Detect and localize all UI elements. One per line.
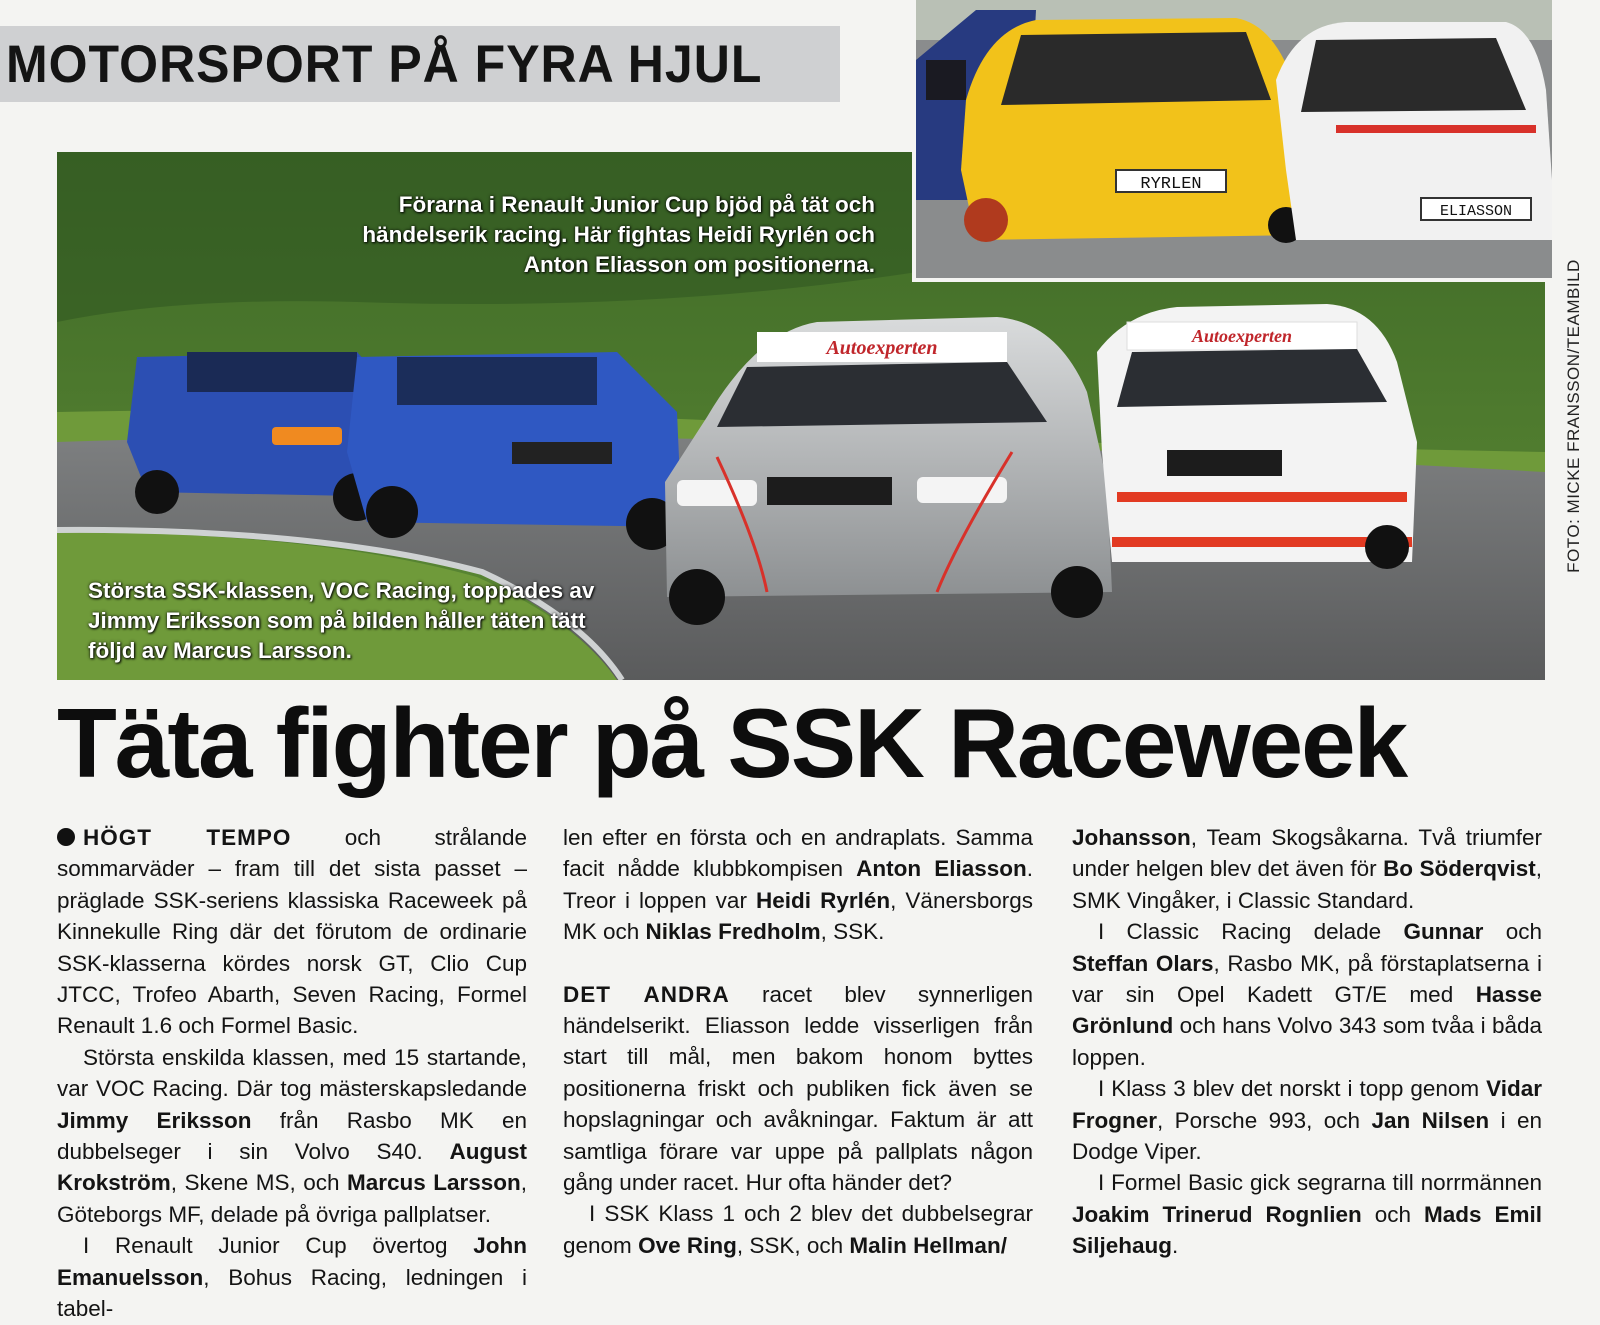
paragraph-spacer — [563, 948, 1033, 979]
article-paragraph — [563, 822, 1033, 948]
article-column-1 — [57, 822, 527, 1325]
article-text: och strålande sommarväder – fram till det sista passet – präglade SSK-seriens klassiska Raceweek på Kinnekulle Ring där det förutom de ordinarie SSK-klasserna kördes norsk GT, Clio Cup JTCC, Trofeo Abarth, Seven Racing, Formel Renault 1.6 och Formel Basic. — [57, 825, 528, 1039]
name-highlight: Joakim Trinerud Rognlien — [1072, 1201, 1362, 1227]
article-text: , SSK. — [820, 919, 885, 945]
lead-in-text: DET ANDRA — [563, 981, 730, 1007]
article-text: i en Dodge Viper. — [1072, 1107, 1543, 1165]
article-text: I Formel Basic gick segrarna till norrmännen — [1098, 1170, 1542, 1196]
name-highlight: Jimmy Eriksson — [57, 1107, 252, 1133]
article-text: racet blev synnerligen händelserikt. Eliasson ledde visserligen från start till mål, men bakom honom byttes positionerna friskt och publiken fick även se hopslagningar och avåkningar. Faktum är att samtliga förare var uppe på pallplats någon gång under racet. Hur ofta händer det? — [563, 981, 1033, 1196]
bullet-icon — [57, 828, 75, 846]
article-text: , SSK, och — [736, 1232, 850, 1258]
name-highlight: August Krokström — [57, 1139, 527, 1196]
article-paragraph — [57, 822, 527, 1042]
article-text: . Treor i loppen var — [563, 856, 1034, 913]
name-highlight: John Emanuelsson — [57, 1233, 527, 1290]
name-highlight: Anton Eliasson — [856, 856, 1027, 882]
article-text: I Classic Racing delade — [1098, 919, 1404, 945]
white-renault-clio — [1276, 22, 1552, 240]
article-text: , Skene MS, och — [170, 1170, 347, 1196]
name-highlight: Malin Hellman/ — [849, 1232, 1007, 1258]
article-text: , Göteborgs MF, delade på övriga pallplatser. — [57, 1170, 527, 1227]
name-highlight: Mads Emil Siljehaug — [1072, 1201, 1543, 1259]
article-text: I SSK Klass 1 och 2 blev det dubbelsegrar genom — [563, 1201, 1033, 1258]
article-paragraph — [1072, 1167, 1542, 1261]
name-highlight: Hasse Grönlund — [1072, 982, 1542, 1039]
article-text: Största enskilda klassen, med 15 startande, var VOC Racing. Där tog mästerskapsledande — [57, 1044, 527, 1102]
article-column-2 — [563, 822, 1033, 1261]
photo-credit — [1547, 152, 1600, 680]
article-paragraph — [1072, 1073, 1542, 1167]
headline: Täta fighter på SSK Raceweek — [57, 688, 1407, 798]
inset-race-photo — [912, 0, 1552, 282]
article-text: , Bohus Racing, ledningen i tabel- — [57, 1264, 527, 1322]
article-text: I Klass 3 blev det norskt i topp genom — [1098, 1076, 1487, 1102]
windshield-sponsor-right: Autoexperten — [1191, 326, 1293, 346]
name-highlight: Bo Söderqvist — [1383, 856, 1536, 882]
license-plate-ryrlen: RYRLEN — [1140, 175, 1202, 194]
name-highlight: Steffan Olars — [1072, 950, 1214, 976]
article-text: , Porsche 993, och — [1157, 1107, 1372, 1133]
article-text: , SMK Vingåker, i Classic Standard. — [1072, 856, 1542, 913]
name-highlight: Marcus Larsson — [346, 1170, 521, 1196]
photo-caption-top: Förarna i Renault Junior Cup bjöd på tät och händelserik racing. Här fightas Heidi Ryrlén och Anton Eliasson om positionerna. — [362, 192, 875, 277]
article-text: från Rasbo MK en dubbelseger i sin Volvo S40. — [57, 1107, 527, 1165]
name-highlight: Vidar Frogner — [1072, 1076, 1542, 1133]
name-highlight: Jan Nilsen — [1371, 1107, 1490, 1133]
section-header-text: MOTORSPORT PÅ FYRA HJUL — [6, 34, 763, 94]
blue-volvo — [347, 352, 682, 550]
name-highlight: Gunnar — [1403, 919, 1484, 945]
article-paragraph — [563, 1198, 1033, 1261]
section-header — [0, 26, 840, 102]
name-highlight: Niklas Fredholm — [645, 919, 821, 945]
article-body — [57, 822, 1547, 1322]
article-paragraph — [57, 1230, 527, 1324]
photo-credit-text: FOTO: MICKE FRANSSON/TEAMBILD — [1563, 259, 1583, 573]
article-text: len efter en första och en andraplats. Samma facit nådde klubbkompisen — [563, 825, 1033, 882]
article-paragraph — [1072, 916, 1542, 1073]
article-text: , Vänersborgs MK och — [563, 887, 1033, 945]
name-highlight: Heidi Ryrlén — [756, 887, 891, 913]
license-plate-eliasson: ELIASSON — [1439, 203, 1513, 220]
white-volvo-s40 — [1097, 304, 1417, 569]
article-paragraph — [563, 979, 1033, 1199]
name-highlight: Johansson — [1072, 825, 1191, 850]
yellow-renault-clio — [961, 18, 1311, 243]
lead-in-text: HÖGT TEMPO — [83, 825, 292, 850]
article-text: , Team Skogsåkarna. Två triumfer under helgen blev det även för — [1072, 825, 1542, 882]
article-text: . — [1172, 1233, 1179, 1259]
article-column-3 — [1072, 822, 1542, 1262]
article-paragraph — [1072, 822, 1542, 916]
windshield-sponsor-left: Autoexperten — [826, 337, 938, 359]
photo-caption-bottom: Största SSK-klassen, VOC Racing, toppades av Jimmy Eriksson som på bilden håller täten tätt följd av Marcus Larsson. — [88, 578, 595, 663]
article-text: I Renault Junior Cup övertog — [83, 1233, 474, 1259]
article-paragraph — [57, 1042, 527, 1230]
article-text: och — [1483, 919, 1542, 945]
article-text: , Rasbo MK, på förstaplatserna i var sin Opel Kadett GT/E med — [1072, 950, 1542, 1008]
name-highlight: Ove Ring — [638, 1232, 737, 1258]
article-text: och — [1361, 1201, 1425, 1227]
article-text: och hans Volvo 343 som tvåa i båda loppen. — [1072, 1013, 1542, 1070]
